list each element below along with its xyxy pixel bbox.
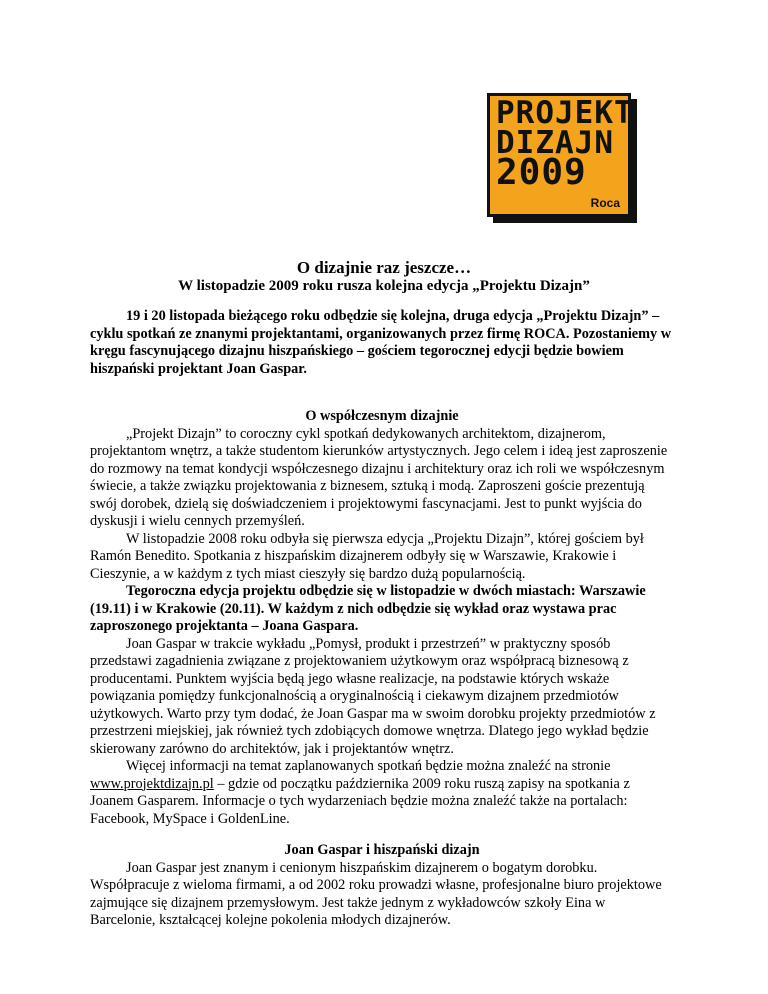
paragraph-this-year-edition: Tegoroczna edycja projektu odbędzie się w listopadzie w dwóch miastach: Warszawie (19.11) i w Krakowie (20.11). W każdym z nich odbędzie się wykład oraz wystawa prac zaproszonego projektanta – Joana Gaspara.: [90, 583, 646, 634]
projekt-dizajn-logo: [487, 93, 634, 217]
logo-line-2: DIZAJN: [496, 125, 614, 161]
section-heading-joan-gaspar: Joan Gaspar i hiszpański dizajn: [284, 842, 480, 858]
section-heading-contemporary-design: O współczesnym dizajnie: [305, 408, 459, 424]
document-title: O dizajnie raz jeszcze…: [296, 258, 472, 277]
paragraph-lecture: Joan Gaspar w trakcie wykładu „Pomysł, produkt i przestrzeń” w praktyczny sposób przedstawi zagadnienia związane z projektowaniem użytkowym oraz współpracą biznesową z producentami. Punktem wyjścia będą jego własne realizacje, na podstawie których wskaże powiązania pomiędzy funkcjonalnością a oryginalnością i ciekawym dizajnem przedmiotów użytkowych. Warto przy tym dodać, że Joan Gaspar ma w swoim dorobku projekty przedmiotów z przestrzeni miejskiej, jak również tych zdobiących domowe wnętrza. Dlatego jego wykład będzie skierowany zarówno do architektów, jak i projektantów wnętrz.: [90, 635, 656, 757]
document-subtitle: W listopadzie 2009 roku rusza kolejna edycja „Projektu Dizajn”: [178, 278, 590, 294]
document-body: [90, 308, 674, 930]
roca-brand: Roca: [590, 196, 620, 210]
paragraph-more-info: [90, 758, 674, 828]
logo-line-1: PROJEKT: [496, 95, 634, 131]
paragraph-about-project: „Projekt Dizajn” to coroczny cykl spotkań dedykowanych architektom, dizajnerom, projektantom wnętrz, a także studentom kierunków artystycznych. Jego celem i ideą jest zaproszenie do rozmowy na temat kondycji współczesnego dizajnu i architektury oraz ich roli we współczesnym świecie, a także związku projektowania z biznesem, sztuką i modą. Zaproszeni goście prezentują swój dorobek, dzielą się doświadczeniem i projektowymi fascynacjami. Jest to punkt wyjścia do dyskusji i wielu cennych przemyśleń.: [90, 425, 668, 529]
projektdizajn-link[interactable]: www.projektdizajn.pl: [90, 775, 214, 792]
paragraph-joan-gaspar: Joan Gaspar jest znanym i cenionym hiszpańskim dizajnerem o bogatym dorobku. Współpracuje z wieloma firmami, a od 2002 roku prowadzi własne, profesjonalne biuro projektowe zajmujące się dizajnem przemysłowym. Jest także jednym z wykładowców szkoły Eina w Barcelonie, kształcącej kolejne pokolenia młodych dizajnerów.: [90, 859, 662, 928]
logo-line-3: 2009: [496, 152, 587, 193]
more-info-text-before: Więcej informacji na temat zaplanowanych spotkań będzie można znaleźć na stronie: [126, 758, 611, 774]
lead-paragraph: 19 i 20 listopada bieżącego roku odbędzie się kolejna, druga edycja „Projektu Dizajn” – cyklu spotkań ze znanymi projektantami, organizowanych przez firmę ROCA. Pozostaniemy w kręgu fascynującego dizajnu hiszpańskiego – gościem tegorocznej edycji będzie bowiem hiszpański projektant Joan Gaspar.: [90, 308, 672, 377]
paragraph-first-edition: W listopadzie 2008 roku odbyła się pierwsza edycja „Projektu Dizajn”, której gościem był Ramón Benedito. Spotkania z hiszpańskim dizajnerem odbyły się w Warszawie, Krakowie i Cieszynie, a w każdym z tych miast cieszyły się bardzo dużą popularnością.: [90, 530, 644, 582]
more-info-text-after: – gdzie od początku października 2009 roku ruszą zapisy na spotkania z Joanem Gasparem. Informacje o tych wydarzeniach będzie można znaleźć także na portalach: Facebook, MySpace i GoldenLine.: [90, 775, 630, 827]
